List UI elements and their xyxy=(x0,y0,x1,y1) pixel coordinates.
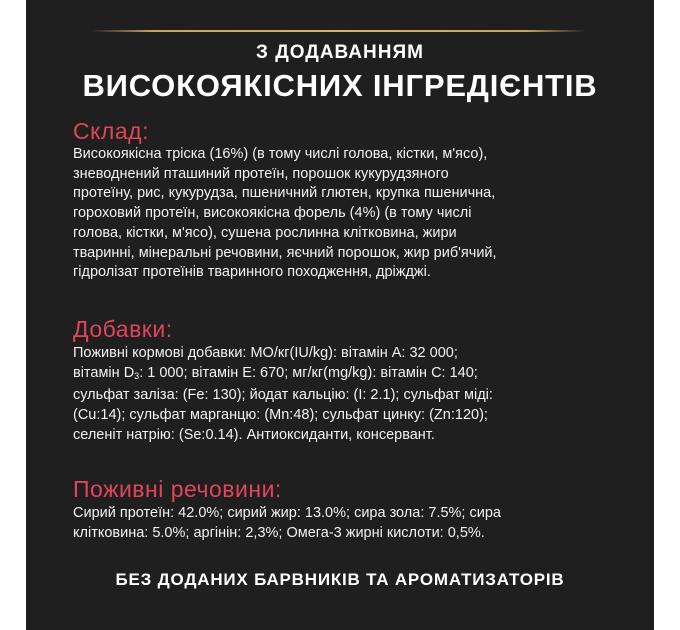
additives-line: Поживні кормові добавки: МО/кг(IU/kg): вітамін А: 32 000; xyxy=(73,345,458,361)
composition-line: тваринні, мінеральні речовини, яєчний порошок, жир риб'ячий, xyxy=(73,244,497,261)
nutrients-title: Поживні речовини: xyxy=(73,476,282,502)
additives-line: сульфат заліза: (Fe: 130); йодат кальцію: (I: 2.1); сульфат міді: xyxy=(73,387,493,404)
composition-line: гороховий протеїн, високоякісна форель (4%) (в тому числі xyxy=(73,205,472,222)
header-subtitle: З ДОДАВАННЯМ xyxy=(256,42,424,63)
gold-divider xyxy=(92,30,586,32)
composition-line: гідролізат протеїнів тваринного походження, дріжджі. xyxy=(73,264,431,281)
nutrients-line: Сирий протеїн: 42.0%; сирий жир: 13.0%; сира зола: 7.5%; сира xyxy=(73,505,501,521)
additives-line2-rest: : 1 000; вітамін Е: 670; мг/кг(mg/kg): вітамін С: 140; xyxy=(139,364,478,381)
composition-line: голова, кістки, м'ясо), сушена рослинна клітковина, жири xyxy=(73,224,457,241)
nutrients-line: клітковина: 5.0%; аргінін: 2,3%; Омега-3 жирні кислоти: 0,5%. xyxy=(73,524,485,541)
nutrients-text xyxy=(73,504,613,543)
additives-vitamin-d-subscript: 3 xyxy=(134,370,140,381)
composition-line: Високоякісна тріска (16%) (в тому числі голова, кістки, м'ясо), xyxy=(73,146,488,162)
additives-vitamin-d-label: вітамін D xyxy=(73,364,135,381)
composition-title: Склад: xyxy=(73,118,149,144)
composition-text xyxy=(73,145,613,283)
additives-title: Добавки: xyxy=(73,316,173,342)
additives-line: селеніт натрію: (Se:0.14). Антиоксиданти, консервант. xyxy=(73,426,435,443)
footer-claim: БЕЗ ДОДАНИХ БАРВНИКІВ ТА АРОМАТИЗАТОРІВ xyxy=(115,570,565,589)
composition-line: зневоднений пташиний протеїн, порошок кукурудзяного xyxy=(73,165,449,182)
header-title: ВИСОКОЯКІСНИХ ІНГРЕДІЄНТІВ xyxy=(82,68,598,103)
composition-line: протеїну, рис, кукурудза, пшеничний глютен, крупка пшенична, xyxy=(73,185,496,202)
additives-line xyxy=(73,364,613,387)
additives-text xyxy=(73,344,613,446)
additives-line: (Cu:14); сульфат марганцю: (Mn:48); сульфат цинку: (Zn:120); xyxy=(73,407,488,424)
